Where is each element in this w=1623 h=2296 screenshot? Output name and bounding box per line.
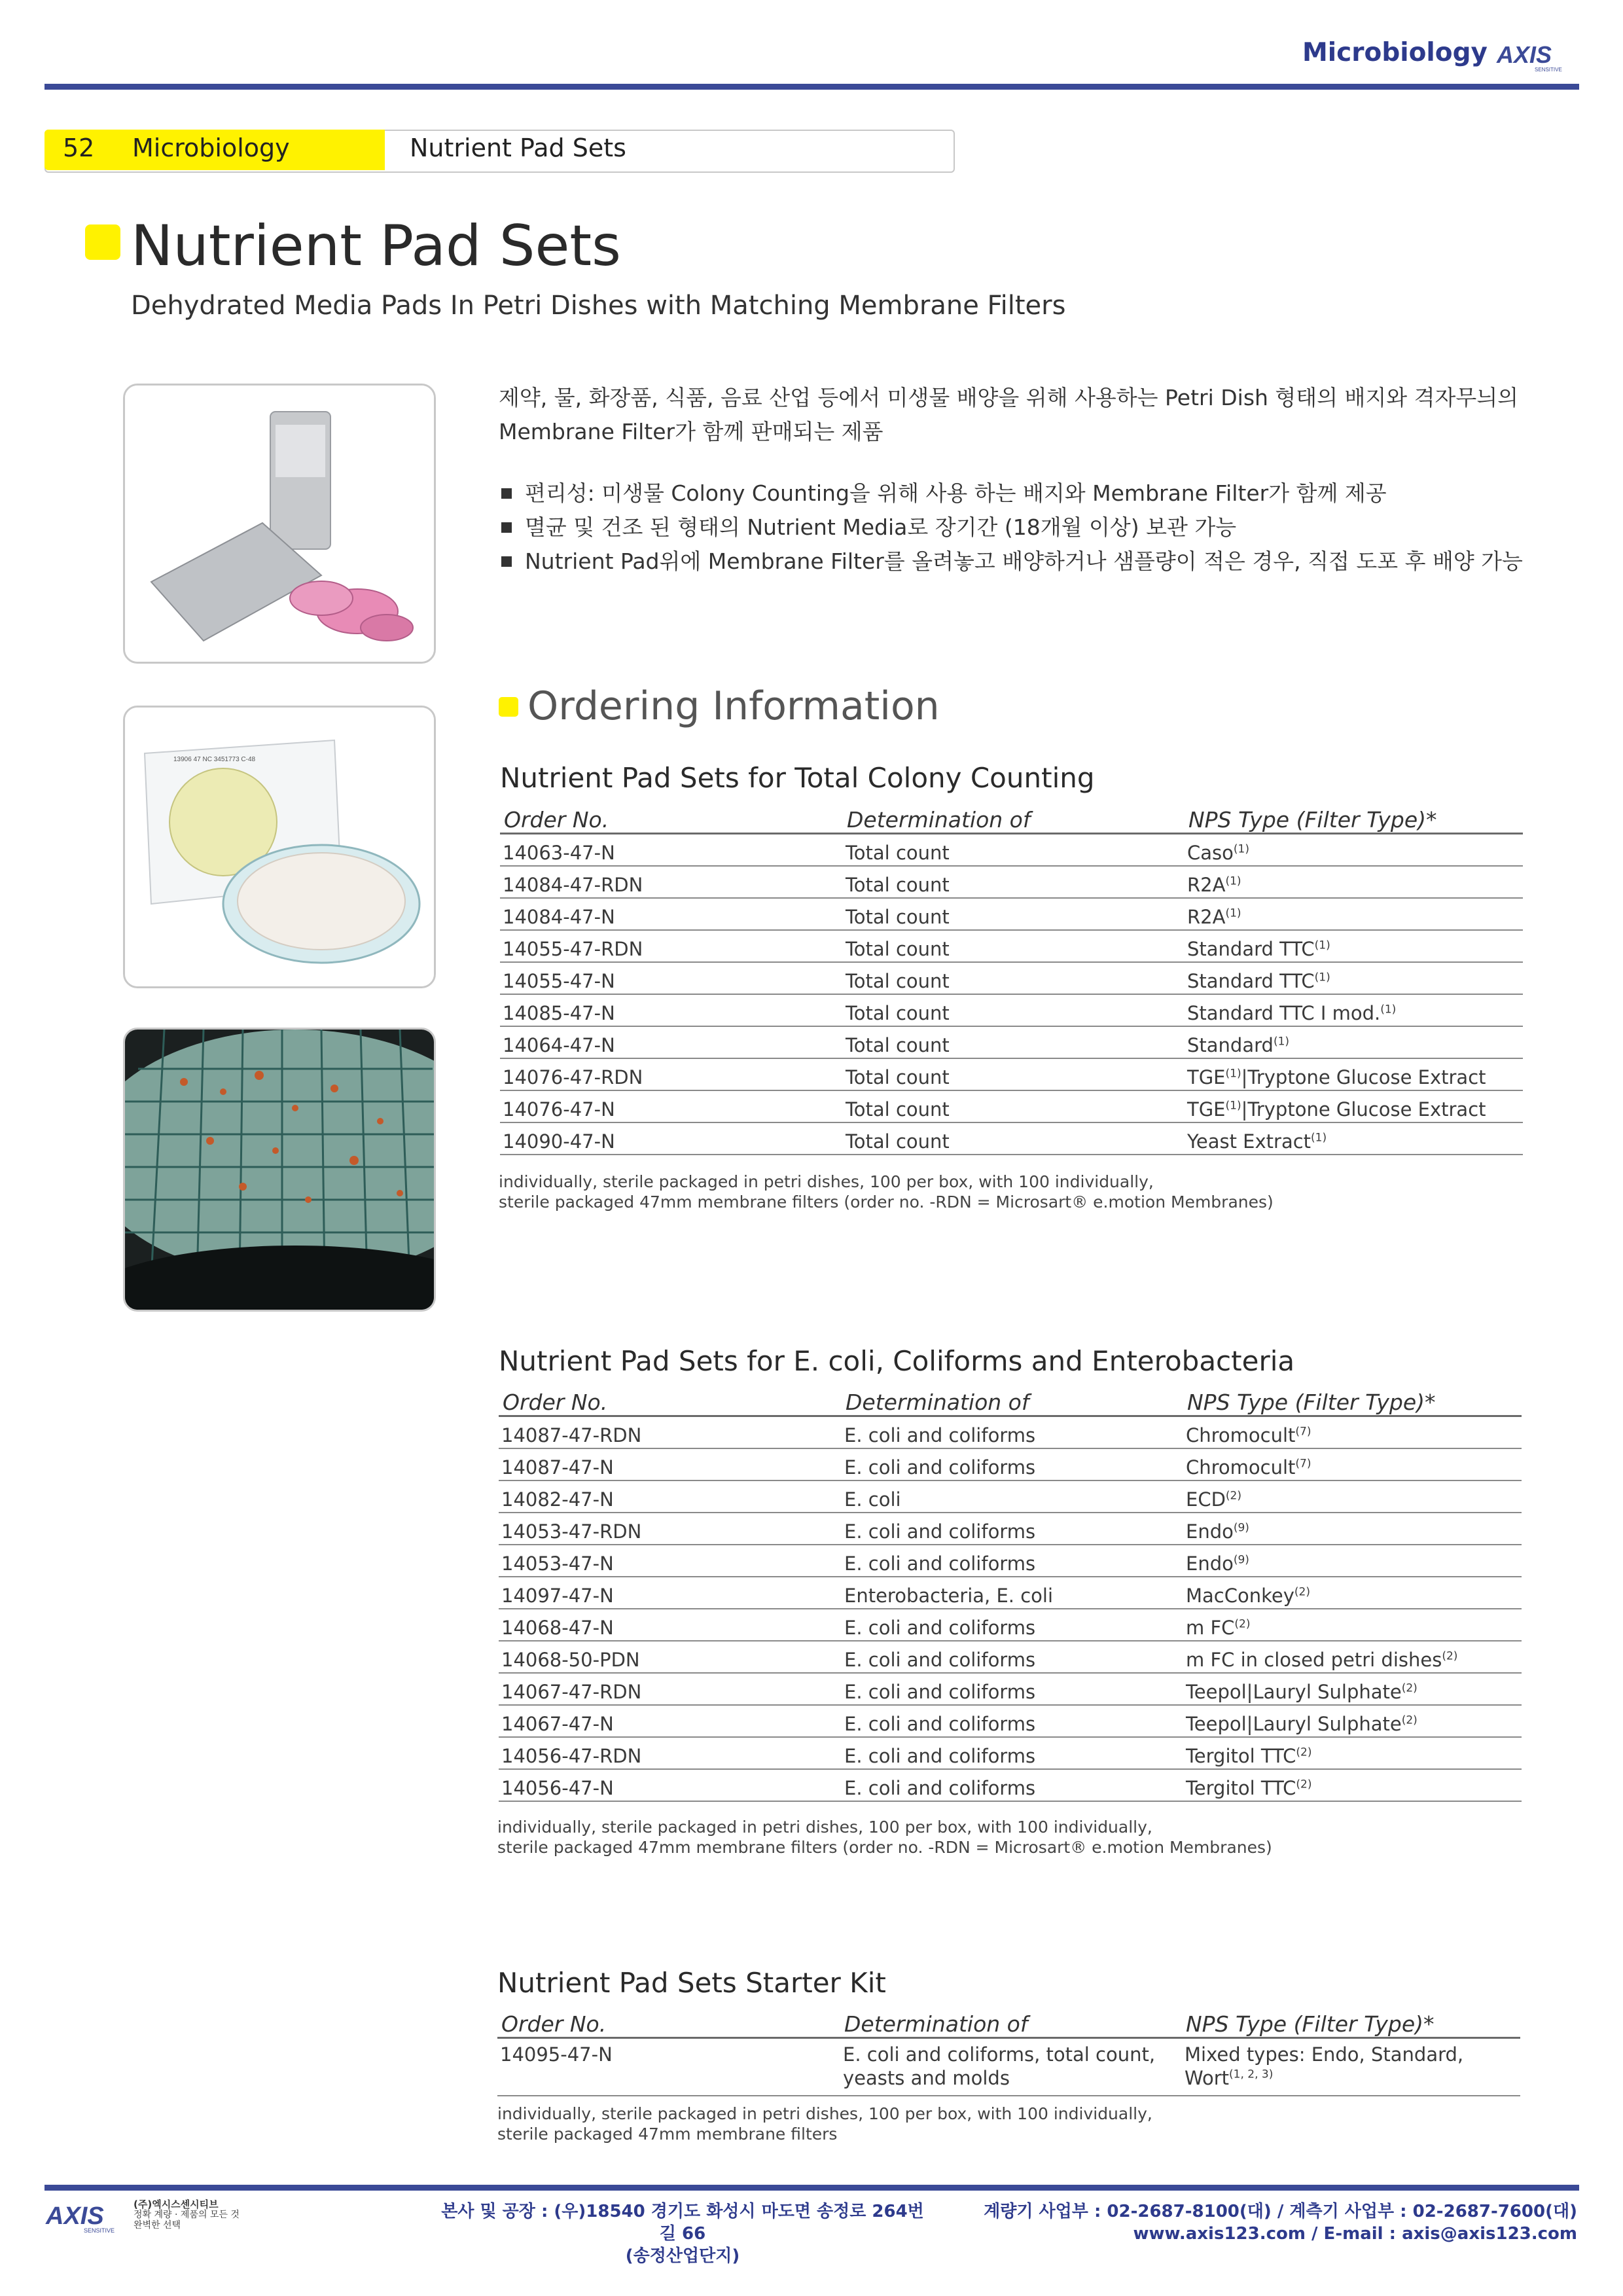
order-number-cell: 14076-47-RDN bbox=[500, 1058, 843, 1090]
determination-cell: E. coli and coliforms bbox=[842, 1609, 1183, 1641]
table-row bbox=[499, 1545, 1522, 1577]
determination-cell: Enterobacteria, E. coli bbox=[842, 1577, 1183, 1609]
nps-type-cell bbox=[1183, 1577, 1522, 1609]
nps-type-footnote: (1) bbox=[1314, 971, 1330, 984]
order-number-cell: 14055-47-RDN bbox=[500, 930, 843, 962]
page-title: Nutrient Pad Sets bbox=[131, 213, 621, 279]
nps-type-name: Chromocult bbox=[1186, 1424, 1296, 1446]
nps-type-footnote: (1) bbox=[1225, 1067, 1241, 1081]
column-header-order-no: Order No. bbox=[500, 801, 843, 834]
order-number-cell: 14067-47-N bbox=[499, 1705, 842, 1737]
table-note-line: individually, sterile packaged in petri dishes, 100 per box, with 100 individually, bbox=[497, 1818, 1152, 1837]
nps-type-footnote: (2) bbox=[1296, 1778, 1312, 1791]
footer-axis-logo bbox=[45, 2200, 130, 2234]
table-title-total-count: Nutrient Pad Sets for Total Colony Counting bbox=[500, 762, 1095, 794]
footer-contact bbox=[929, 2200, 1577, 2245]
order-number-cell: 14067-47-RDN bbox=[499, 1673, 842, 1705]
table-note-line: individually, sterile packaged in petri dishes, 100 per box, with 100 individually, bbox=[499, 1172, 1154, 1191]
order-number-cell: 14068-50-PDN bbox=[499, 1641, 842, 1673]
nps-type-footnote: (2) bbox=[1296, 1746, 1312, 1759]
table-row bbox=[497, 2038, 1520, 2096]
nps-type-footnote: (1) bbox=[1225, 1099, 1241, 1113]
table-note-coliforms bbox=[497, 1817, 1518, 1857]
nps-type-cell bbox=[1185, 1026, 1523, 1058]
table-row bbox=[500, 1090, 1523, 1122]
nps-type-cell bbox=[1183, 1513, 1522, 1545]
nps-type-footnote: (7) bbox=[1295, 1425, 1311, 1439]
column-header-determination: Determination of bbox=[843, 801, 1185, 834]
feature-item: Nutrient Pad위에 Membrane Filter를 올려놓고 배양하거나 샘플량이 적은 경우, 직접 도포 후 배양 가능 bbox=[499, 545, 1523, 579]
determination-cell: E. coli bbox=[842, 1480, 1183, 1513]
nps-type-footnote: (7) bbox=[1295, 1457, 1311, 1471]
determination-cell: Total count bbox=[843, 962, 1185, 994]
nps-type-footnote: (1) bbox=[1380, 1003, 1397, 1016]
nps-type-name: m FC in closed petri dishes bbox=[1186, 1649, 1442, 1671]
column-header-order-no: Order No. bbox=[499, 1384, 842, 1416]
nps-type-cell bbox=[1183, 1545, 1522, 1577]
nps-type-cell bbox=[1183, 1673, 1522, 1705]
footer-company-tagline: 정확 계량 · 제품의 모든 것 bbox=[134, 2210, 240, 2220]
nps-type-name: Teepol|Lauryl Sulphate bbox=[1186, 1713, 1402, 1735]
table-row bbox=[499, 1705, 1522, 1737]
determination-cell: E. coli and coliforms bbox=[842, 1545, 1183, 1577]
page-number: 52 bbox=[63, 134, 95, 162]
table-row bbox=[500, 866, 1523, 898]
tab-current-label: Nutrient Pad Sets bbox=[410, 134, 626, 162]
order-number-cell: 14056-47-RDN bbox=[499, 1737, 842, 1769]
filter-label: 13906 47 NC 3451773 C-48 bbox=[173, 756, 256, 763]
table-row bbox=[499, 1737, 1522, 1769]
order-number-cell: 14053-47-RDN bbox=[499, 1513, 842, 1545]
product-photo-packages bbox=[123, 384, 436, 664]
nps-type-cell bbox=[1183, 1480, 1522, 1513]
nps-type-name: R2A bbox=[1187, 874, 1226, 896]
table-row bbox=[500, 962, 1523, 994]
order-number-cell: 14087-47-N bbox=[499, 1448, 842, 1480]
table-row bbox=[499, 1448, 1522, 1480]
order-number-cell: 14082-47-N bbox=[499, 1480, 842, 1513]
determination-cell: Total count bbox=[843, 1090, 1185, 1122]
determination-cell: E. coli and coliforms bbox=[842, 1416, 1183, 1449]
order-number-cell: 14087-47-RDN bbox=[499, 1416, 842, 1449]
package-illustration bbox=[125, 386, 434, 662]
determination-cell: E. coli and coliforms bbox=[842, 1673, 1183, 1705]
nps-type-footnote: (1) bbox=[1314, 939, 1330, 952]
nps-type-cell bbox=[1185, 962, 1523, 994]
nps-type-cell bbox=[1185, 994, 1523, 1026]
table-note-line: individually, sterile packaged in petri dishes, 100 per box, with 100 individually, bbox=[497, 2104, 1152, 2123]
nps-type-name: Tergitol TTC bbox=[1186, 1745, 1296, 1767]
nps-type-name: ECD bbox=[1186, 1488, 1226, 1511]
nps-type-footnote: (2) bbox=[1401, 1713, 1418, 1727]
nps-type-cell bbox=[1185, 1122, 1523, 1155]
footer-company bbox=[134, 2199, 240, 2231]
header-section-title: Microbiology bbox=[1302, 38, 1488, 67]
table-note-line: sterile packaged 47mm membrane filters bbox=[497, 2125, 838, 2144]
nps-type-cell bbox=[1185, 834, 1523, 867]
nps-type-name: TGE bbox=[1187, 1098, 1226, 1121]
nps-type-footnote: (9) bbox=[1233, 1553, 1249, 1567]
product-photo-colonies bbox=[123, 1028, 436, 1312]
table-title-coliforms: Nutrient Pad Sets for E. coli, Coliforms and Enterobacteria bbox=[499, 1345, 1295, 1377]
determination-cell: Total count bbox=[843, 1058, 1185, 1090]
table-row bbox=[500, 994, 1523, 1026]
nps-type-cell bbox=[1183, 1609, 1522, 1641]
determination-cell: Total count bbox=[843, 930, 1185, 962]
order-number-cell: 14084-47-RDN bbox=[500, 866, 843, 898]
starter-kit-table bbox=[497, 2005, 1520, 2096]
determination-cell: E. coli and coliforms bbox=[842, 1448, 1183, 1480]
table-row bbox=[499, 1609, 1522, 1641]
determination-cell: E. coli and coliforms bbox=[842, 1737, 1183, 1769]
footer-logo-text: AXIS bbox=[46, 2202, 104, 2230]
nps-type-cell bbox=[1183, 1737, 1522, 1769]
determination-cell: E. coli and coliforms bbox=[842, 1641, 1183, 1673]
nps-type-cell bbox=[1183, 1769, 1522, 1801]
column-header-nps-type: NPS Type (Filter Type)* bbox=[1182, 2005, 1520, 2038]
logo-tagline: SENSITIVE bbox=[1535, 67, 1562, 73]
table-row bbox=[499, 1769, 1522, 1801]
nps-type-footnote: (2) bbox=[1234, 1617, 1251, 1631]
feature-item: 멸균 및 건조 된 형태의 Nutrient Media로 장기간 (18개월 이상) 보관 가능 bbox=[499, 511, 1523, 545]
nps-type-name: MacConkey bbox=[1186, 1585, 1294, 1607]
table-row bbox=[499, 1673, 1522, 1705]
nps-type-name: Standard TTC bbox=[1187, 938, 1315, 960]
order-number-cell: 14053-47-N bbox=[499, 1545, 842, 1577]
nps-type-cell bbox=[1182, 2038, 1520, 2096]
nps-type-cell bbox=[1185, 930, 1523, 962]
table-row bbox=[500, 834, 1523, 867]
order-number-cell: 14076-47-N bbox=[500, 1090, 843, 1122]
nps-type-footnote: (1) bbox=[1225, 906, 1241, 920]
page-subtitle: Dehydrated Media Pads In Petri Dishes with Matching Membrane Filters bbox=[131, 291, 1066, 321]
feature-item: 편리성: 미생물 Colony Counting을 위해 사용 하는 배지와 Membrane Filter가 함께 제공 bbox=[499, 476, 1523, 511]
nps-type-footnote: (2) bbox=[1294, 1585, 1310, 1599]
table-note-starter-kit bbox=[497, 2104, 1518, 2144]
coliforms-table bbox=[499, 1384, 1522, 1802]
footer-phone: 계량기 사업부 : 02-2687-8100(대) / 계측기 사업부 : 02-2687-7600(대) bbox=[984, 2202, 1577, 2221]
feature-list bbox=[499, 476, 1523, 579]
filter-illustration bbox=[125, 708, 434, 986]
footer-web: www.axis123.com / E-mail : axis@axis123.com bbox=[1133, 2224, 1577, 2244]
table-row bbox=[499, 1480, 1522, 1513]
determination-cell: Total count bbox=[843, 994, 1185, 1026]
nps-type-footnote: (1) bbox=[1225, 874, 1241, 888]
nps-type-footnote: (1) bbox=[1233, 842, 1249, 856]
order-number-cell: 14085-47-N bbox=[500, 994, 843, 1026]
determination-cell: Total count bbox=[843, 1026, 1185, 1058]
order-number-cell: 14064-47-N bbox=[500, 1026, 843, 1058]
nps-type-cell bbox=[1185, 898, 1523, 930]
order-number-cell: 14055-47-N bbox=[500, 962, 843, 994]
nps-type-name: Standard bbox=[1187, 1034, 1274, 1056]
total-count-table bbox=[500, 801, 1523, 1155]
nps-type-name: Teepol|Lauryl Sulphate bbox=[1186, 1681, 1402, 1703]
nps-type-name: Mixed types: Endo, Standard, Wort bbox=[1185, 2043, 1464, 2089]
nps-type-cell bbox=[1183, 1448, 1522, 1480]
nps-type-name: Endo bbox=[1186, 1552, 1234, 1575]
nps-type-cell bbox=[1183, 1705, 1522, 1737]
column-header-nps-type: NPS Type (Filter Type)* bbox=[1183, 1384, 1522, 1416]
nps-type-cell bbox=[1185, 1058, 1523, 1090]
table-row bbox=[499, 1577, 1522, 1609]
table-row bbox=[500, 1058, 1523, 1090]
nps-type-footnote: (2) bbox=[1442, 1649, 1458, 1663]
nps-type-description: |Tryptone Glucose Extract bbox=[1241, 1066, 1486, 1088]
title-bullet bbox=[85, 224, 120, 260]
nps-type-footnote: (1, 2, 3) bbox=[1229, 2068, 1274, 2081]
table-note-line: sterile packaged 47mm membrane filters (order no. -RDN = Microsart® e.motion Membranes) bbox=[497, 1838, 1272, 1857]
nps-type-name: TGE bbox=[1187, 1066, 1226, 1088]
footer-logo-tagline: SENSITIVE bbox=[84, 2227, 115, 2234]
table-row bbox=[500, 1122, 1523, 1155]
nps-type-name: Chromocult bbox=[1186, 1456, 1296, 1479]
nps-type-cell bbox=[1185, 1090, 1523, 1122]
footer-company-tagline: 완벽한 선택 bbox=[134, 2220, 181, 2231]
table-row bbox=[500, 1026, 1523, 1058]
nps-type-cell bbox=[1185, 866, 1523, 898]
footer-address-line: (송정산업단지) bbox=[625, 2246, 740, 2266]
intro-paragraph: 제약, 물, 화장품, 식품, 음료 산업 등에서 미생물 배양을 위해 사용하는 Petri Dish 형태의 배지와 격자무늬의 Membrane Filter가 함께 판매되는 제품 bbox=[499, 385, 1519, 444]
ordering-bullet bbox=[499, 697, 518, 717]
determination-cell: Total count bbox=[843, 1122, 1185, 1155]
table-row bbox=[499, 1416, 1522, 1449]
determination-cell: E. coli and coliforms bbox=[842, 1513, 1183, 1545]
order-number-cell: 14090-47-N bbox=[500, 1122, 843, 1155]
nps-type-name: Standard TTC I mod. bbox=[1187, 1002, 1381, 1024]
footer-address bbox=[437, 2200, 928, 2267]
footer-address-line: 본사 및 공장 : (우)18540 경기도 화성시 마도면 송정로 264번길 66 bbox=[441, 2202, 924, 2244]
nps-type-name: R2A bbox=[1187, 906, 1226, 928]
nps-type-name: Endo bbox=[1186, 1520, 1234, 1543]
nps-type-footnote: (1) bbox=[1273, 1035, 1290, 1049]
order-number-cell: 14068-47-N bbox=[499, 1609, 842, 1641]
footer-rule bbox=[45, 2185, 1579, 2191]
nps-type-name: Caso bbox=[1187, 842, 1234, 864]
table-row bbox=[499, 1641, 1522, 1673]
nps-type-description: |Tryptone Glucose Extract bbox=[1241, 1098, 1486, 1121]
column-header-determination: Determination of bbox=[840, 2005, 1182, 2038]
table-note-line: sterile packaged 47mm membrane filters (order no. -RDN = Microsart® e.motion Membranes) bbox=[499, 1193, 1274, 1211]
nps-type-footnote: (2) bbox=[1401, 1681, 1418, 1695]
footer-company-name: (주)엑시스센시티브 bbox=[134, 2198, 219, 2210]
order-number-cell: 14095-47-N bbox=[497, 2038, 840, 2096]
table-title-starter-kit: Nutrient Pad Sets Starter Kit bbox=[497, 1967, 886, 1999]
axis-logo bbox=[1495, 41, 1574, 73]
order-number-cell: 14084-47-N bbox=[500, 898, 843, 930]
table-row bbox=[499, 1513, 1522, 1545]
column-header-order-no: Order No. bbox=[497, 2005, 840, 2038]
determination-cell: E. coli and coliforms, total count, yeasts and molds bbox=[840, 2038, 1182, 2096]
ordering-title: Ordering Information bbox=[527, 683, 940, 729]
determination-cell: E. coli and coliforms bbox=[842, 1769, 1183, 1801]
nps-type-footnote: (9) bbox=[1233, 1521, 1249, 1535]
nps-type-footnote: (1) bbox=[1311, 1131, 1327, 1145]
nps-type-name: Tergitol TTC bbox=[1186, 1777, 1296, 1799]
nps-type-cell bbox=[1183, 1641, 1522, 1673]
order-number-cell: 14056-47-N bbox=[499, 1769, 842, 1801]
nps-type-footnote: (2) bbox=[1225, 1489, 1241, 1503]
nps-type-name: Yeast Extract bbox=[1187, 1130, 1311, 1153]
nps-type-name: Standard TTC bbox=[1187, 970, 1315, 992]
logo-text: AXIS bbox=[1497, 41, 1552, 68]
column-header-nps-type: NPS Type (Filter Type)* bbox=[1185, 801, 1523, 834]
colony-illustration bbox=[125, 1030, 434, 1310]
tab-section-label: Microbiology bbox=[132, 134, 290, 162]
nps-type-name: m FC bbox=[1186, 1617, 1235, 1639]
determination-cell: E. coli and coliforms bbox=[842, 1705, 1183, 1737]
order-number-cell: 14063-47-N bbox=[500, 834, 843, 867]
determination-cell: Total count bbox=[843, 898, 1185, 930]
header-rule bbox=[45, 84, 1579, 90]
product-photo-filter bbox=[123, 706, 436, 988]
table-row bbox=[500, 898, 1523, 930]
order-number-cell: 14097-47-N bbox=[499, 1577, 842, 1609]
table-note-total-count bbox=[499, 1172, 1520, 1212]
determination-cell: Total count bbox=[843, 866, 1185, 898]
determination-cell: Total count bbox=[843, 834, 1185, 867]
column-header-determination: Determination of bbox=[842, 1384, 1183, 1416]
nps-type-cell bbox=[1183, 1416, 1522, 1449]
table-row bbox=[500, 930, 1523, 962]
